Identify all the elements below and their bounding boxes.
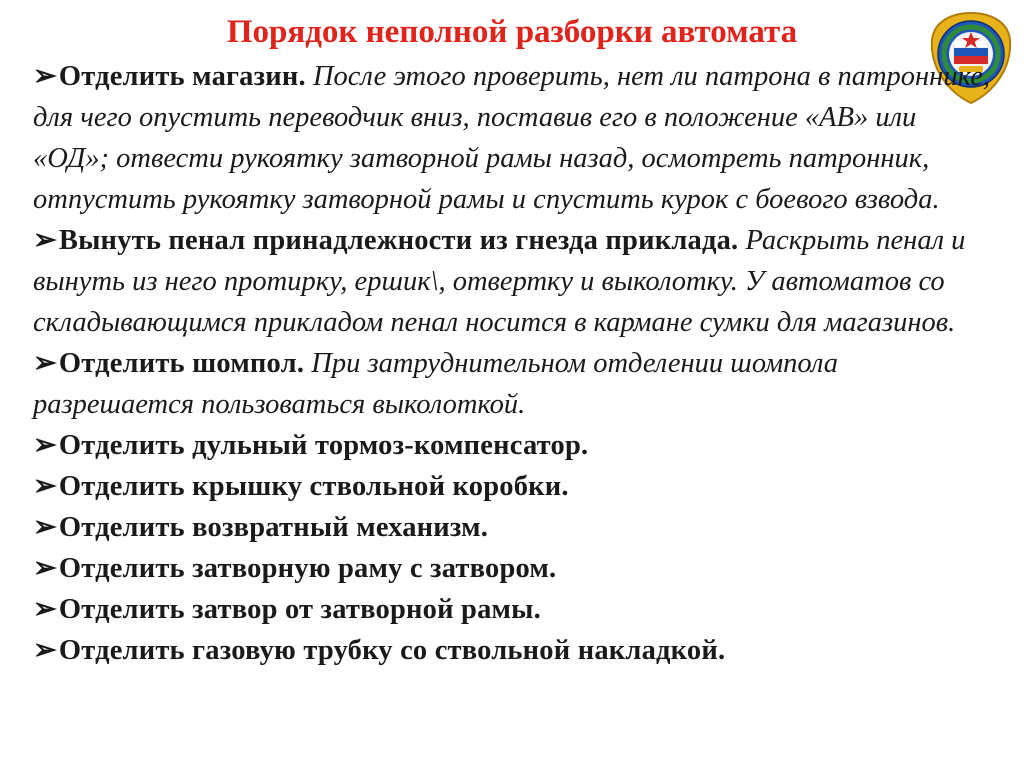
list-item: [33, 343, 993, 425]
item-description: После этого проверить, нет ли патрона в патроннике, для чего опустить переводчик вниз, поставив его в положение «АВ» или «ОД»; отвести рукоятку затворной рамы назад, осмотреть патронник, отпустить рукоятку затворной рамы и спустить курок с боевого взвода.: [33, 61, 990, 215]
arrow-bullet-icon: ➢: [33, 430, 57, 461]
item-heading: Отделить затвор от затворной рамы.: [58, 594, 541, 625]
arrow-bullet-icon: ➢: [33, 61, 57, 92]
list-item: [33, 589, 993, 630]
item-heading: Отделить возвратный механизм.: [58, 512, 489, 543]
item-heading: Отделить магазин.: [58, 61, 306, 92]
list-item: [33, 630, 993, 671]
list-item: [33, 507, 993, 548]
list-item: [33, 425, 993, 466]
list-item: [33, 466, 993, 507]
item-heading: Отделить затворную раму с затвором.: [58, 553, 557, 584]
item-heading: Отделить газовую трубку со ствольной накладкой.: [58, 635, 726, 666]
list-item: [33, 220, 993, 343]
arrow-bullet-icon: ➢: [33, 594, 57, 625]
arrow-bullet-icon: ➢: [33, 348, 57, 379]
item-description: Раскрыть пенал и вынуть из него протирку, ершик\, отвертку и выколотку. У автоматов со складывающимся прикладом пенал носится в кармане сумки для магазинов.: [33, 225, 966, 338]
slide-title: Порядок неполной разборки автомата: [226, 14, 798, 50]
list-item: [33, 56, 993, 220]
item-heading: Вынуть пенал принадлежности из гнезда приклада.: [58, 225, 739, 256]
arrow-bullet-icon: ➢: [33, 553, 57, 584]
instruction-list: [33, 56, 993, 671]
arrow-bullet-icon: ➢: [33, 225, 57, 256]
arrow-bullet-icon: ➢: [33, 471, 57, 502]
list-item: [33, 548, 993, 589]
item-heading: Отделить шомпол.: [58, 348, 305, 379]
arrow-bullet-icon: ➢: [33, 512, 57, 543]
arrow-bullet-icon: ➢: [33, 635, 57, 666]
item-heading: Отделить дульный тормоз-компенсатор.: [58, 430, 589, 461]
item-heading: Отделить крышку ствольной коробки.: [58, 471, 569, 502]
item-description: При затруднительном отделении шомпола разрешается пользоваться выколоткой.: [33, 348, 838, 420]
